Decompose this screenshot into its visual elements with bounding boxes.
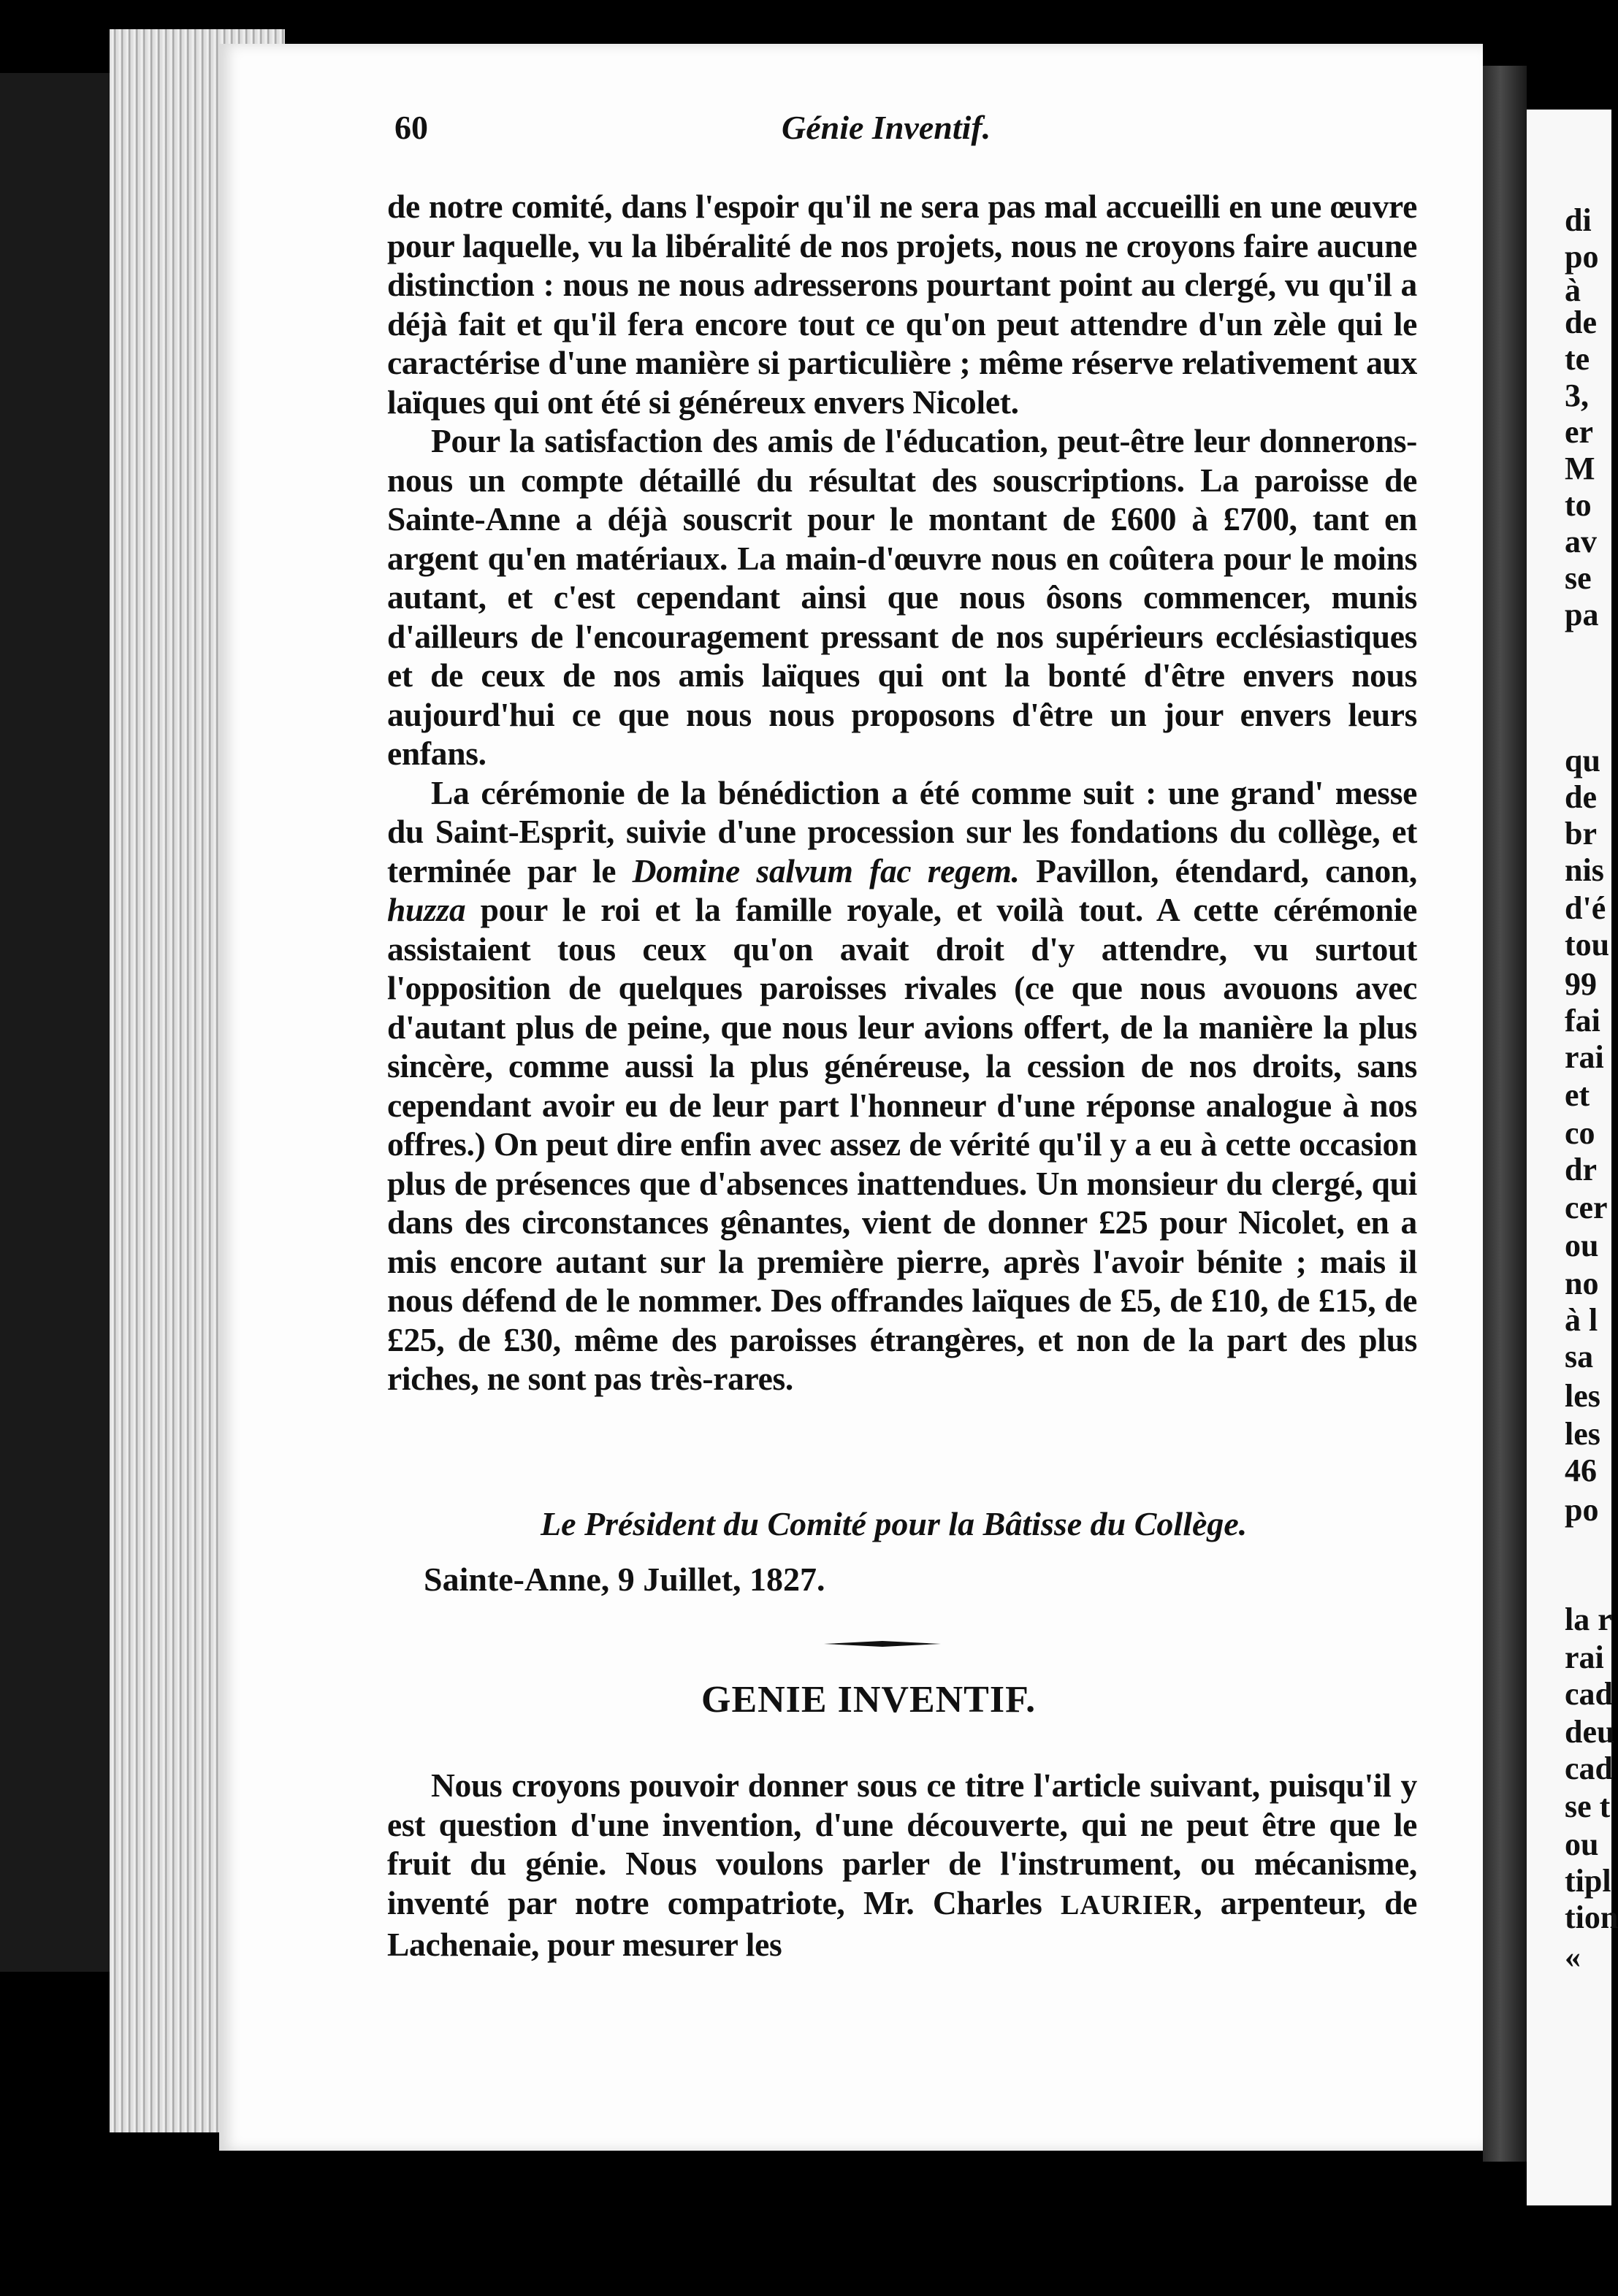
paragraph-3-text-c: pour le roi et la famille royale, et voilà tout. A cette cérémonie assistaient tous ceux qu'on avait droit d'y attendre, vu surtout l'opposition de quelques paroisses rivales (ce que nous avouons avec d'autant plus de peine, que nous leur avions offert, de la manière la plus sincère, comme aussi la plus généreuse, la cession de nos droits, sans cependant avoir eu de leur part l'honneur d'une réponse analogue à nos offres.) On peut dire enfin avec assez de vérité qu'il y a eu à cette occasion plus de présences que d'absences inattendues. Un monsieur du clergé, qui dans des circonstances gênantes, vient de donner £25 pour Nicolet, en a mis encore autant sur la première pierre, après l'avoir bénite ; mais il nous défend de le nommer. Des offrandes laïques de £5, de £10, de £15, de £25, de £30, même des paroisses étrangères, et non de la part des plus riches, ne sont pas très-rares. <box>387 891 1417 1397</box>
intro-text-a: Nous croyons pouvoir donner sous ce titre l'article suivant, puisqu'il y est question d'une invention, d'une découverte, qui ne peut être que le fruit du génie. Nous voulons parler de l'instrument, ou mécanisme, inventé par notre compatriote, Mr. Charles <box>387 1767 1417 1921</box>
facing-page-line-fragment: fai <box>1565 1003 1600 1038</box>
article-body <box>387 187 1417 1398</box>
facing-page-line-fragment: po <box>1565 239 1599 275</box>
facing-page-line-fragment: qu <box>1565 743 1600 778</box>
facing-page-line-fragment: te <box>1565 341 1590 377</box>
latin-phrase: Domine salvum fac regem. <box>632 852 1020 889</box>
facing-page-line-fragment: di <box>1565 202 1592 238</box>
section-divider <box>824 1640 941 1648</box>
huzza-word: huzza <box>387 891 466 928</box>
facing-page-line-fragment: 3, <box>1565 378 1589 413</box>
facing-page-line-fragment: deu <box>1565 1714 1615 1750</box>
facing-page-line-fragment: se <box>1565 560 1592 596</box>
facing-page-line-fragment: 46 <box>1565 1453 1597 1488</box>
facing-page-line-fragment: er <box>1565 414 1594 450</box>
facing-page-line-fragment: co <box>1565 1115 1595 1151</box>
facing-page-line-fragment: tion <box>1565 1899 1618 1935</box>
paragraph-1: de notre comité, dans l'espoir qu'il ne sera pas mal accueilli en une œuvre pour laquelle, vu la libéralité de nos projets, nous ne croyons faire aucune distinction : nous ne nous adresserons pourtant point au clergé, vu qu'il a déjà fait et qu'il fera encore tout ce qu'on peut attendre d'un zèle qui le caractérise d'une manière si particulière ; même réserve relativement aux laïques qui ont été si généreux envers Nicolet. <box>387 188 1417 421</box>
facing-page-line-fragment: 99 <box>1565 966 1597 1002</box>
dateline: Sainte-Anne, 9 Juillet, 1827. <box>424 1561 825 1598</box>
facing-page-line-fragment: les <box>1565 1416 1600 1452</box>
facing-page-line-fragment: à <box>1565 272 1581 308</box>
paragraph-3 <box>387 773 1417 1398</box>
section-heading: GENIE INVENTIF. <box>701 1679 1037 1721</box>
facing-page-line-fragment: cad <box>1565 1676 1613 1712</box>
facing-page-line-fragment: cer <box>1565 1190 1608 1225</box>
running-title: Génie Inventif. <box>782 109 991 146</box>
paragraph-2: Pour la satisfaction des amis de l'éducation, peut-être leur donnerons-nous un compte détaillé du résultat des souscriptions. La paroisse de Sainte-Anne a déjà souscrit pour le montant de £600 à £700, tant en argent qu'en matériaux. La main-d'œuvre nous en coûtera pour le moins autant, et c'est cependant ainsi que nous ôsons commencer, munis d'ailleurs de l'encouragement pressant de nos supérieurs ecclésiastiques et de ceux de nos amis laïques qui ont la bonté d'être envers nous aujourd'hui ce que nous nous proposons d'être un jour envers leurs enfans. <box>387 422 1417 772</box>
facing-page-line-fragment: rai <box>1565 1039 1604 1075</box>
facing-page-line-fragment: dr <box>1565 1152 1597 1187</box>
facing-page-line-fragment: pa <box>1565 597 1599 632</box>
facing-page-line-fragment: tipl <box>1565 1863 1611 1899</box>
facing-page-line-fragment: « <box>1565 1939 1581 1975</box>
facing-page-line-fragment: se t <box>1565 1788 1611 1824</box>
book-gutter <box>1483 66 1527 2162</box>
facing-page-line-fragment: ou <box>1565 1228 1599 1263</box>
facing-page-line-fragment: la r <box>1565 1602 1612 1637</box>
page-header <box>394 108 1432 167</box>
facing-page-line-fragment: po <box>1565 1492 1599 1528</box>
facing-page-line-fragment: et <box>1565 1077 1590 1113</box>
facing-page-line-fragment: à l <box>1565 1302 1598 1338</box>
left-margin-shadow <box>0 73 110 1972</box>
facing-page-fragment <box>1527 110 1618 2205</box>
facing-page-line-fragment: ou <box>1565 1826 1599 1862</box>
facing-page-line-fragment: sa <box>1565 1339 1594 1374</box>
facing-page-line-fragment: de <box>1565 305 1597 340</box>
page-number: 60 <box>394 109 428 146</box>
section-intro <box>387 1766 1417 1964</box>
inventor-surname: LAURIER <box>1060 1889 1194 1921</box>
facing-page-line-fragment: br <box>1565 816 1597 852</box>
facing-page-line-fragment: nis <box>1565 852 1604 888</box>
facing-page-line-fragment: de <box>1565 779 1597 815</box>
intro-text-b: , arpenteur, de Lachenaie, pour mesurer les <box>387 1883 1417 1963</box>
facing-page-line-fragment: av <box>1565 524 1597 559</box>
facing-page-line-fragment: no <box>1565 1266 1599 1301</box>
facing-page-line-fragment: rai <box>1565 1639 1604 1675</box>
facing-page-line-fragment: tou <box>1565 927 1610 963</box>
signature-line: Le Président du Comité pour la Bâtisse du Collège. <box>541 1505 1248 1542</box>
paragraph-3-text-a: La cérémonie de la bénédiction a été comme suit : une grand' messe du Saint-Esprit, suivie d'une procession sur les fondations du collège, et terminée par le <box>387 773 1417 889</box>
facing-page-line-fragment: les <box>1565 1378 1600 1414</box>
facing-page-line-fragment: cad <box>1565 1750 1613 1786</box>
facing-page-line-fragment: to <box>1565 487 1592 523</box>
intro-paragraph <box>387 1766 1417 1964</box>
paragraph-3-text-b: Pavillon, étendard, canon, <box>1019 852 1417 889</box>
facing-page-line-fragment: M <box>1565 451 1595 486</box>
facing-page-line-fragment: d'é <box>1565 890 1606 926</box>
